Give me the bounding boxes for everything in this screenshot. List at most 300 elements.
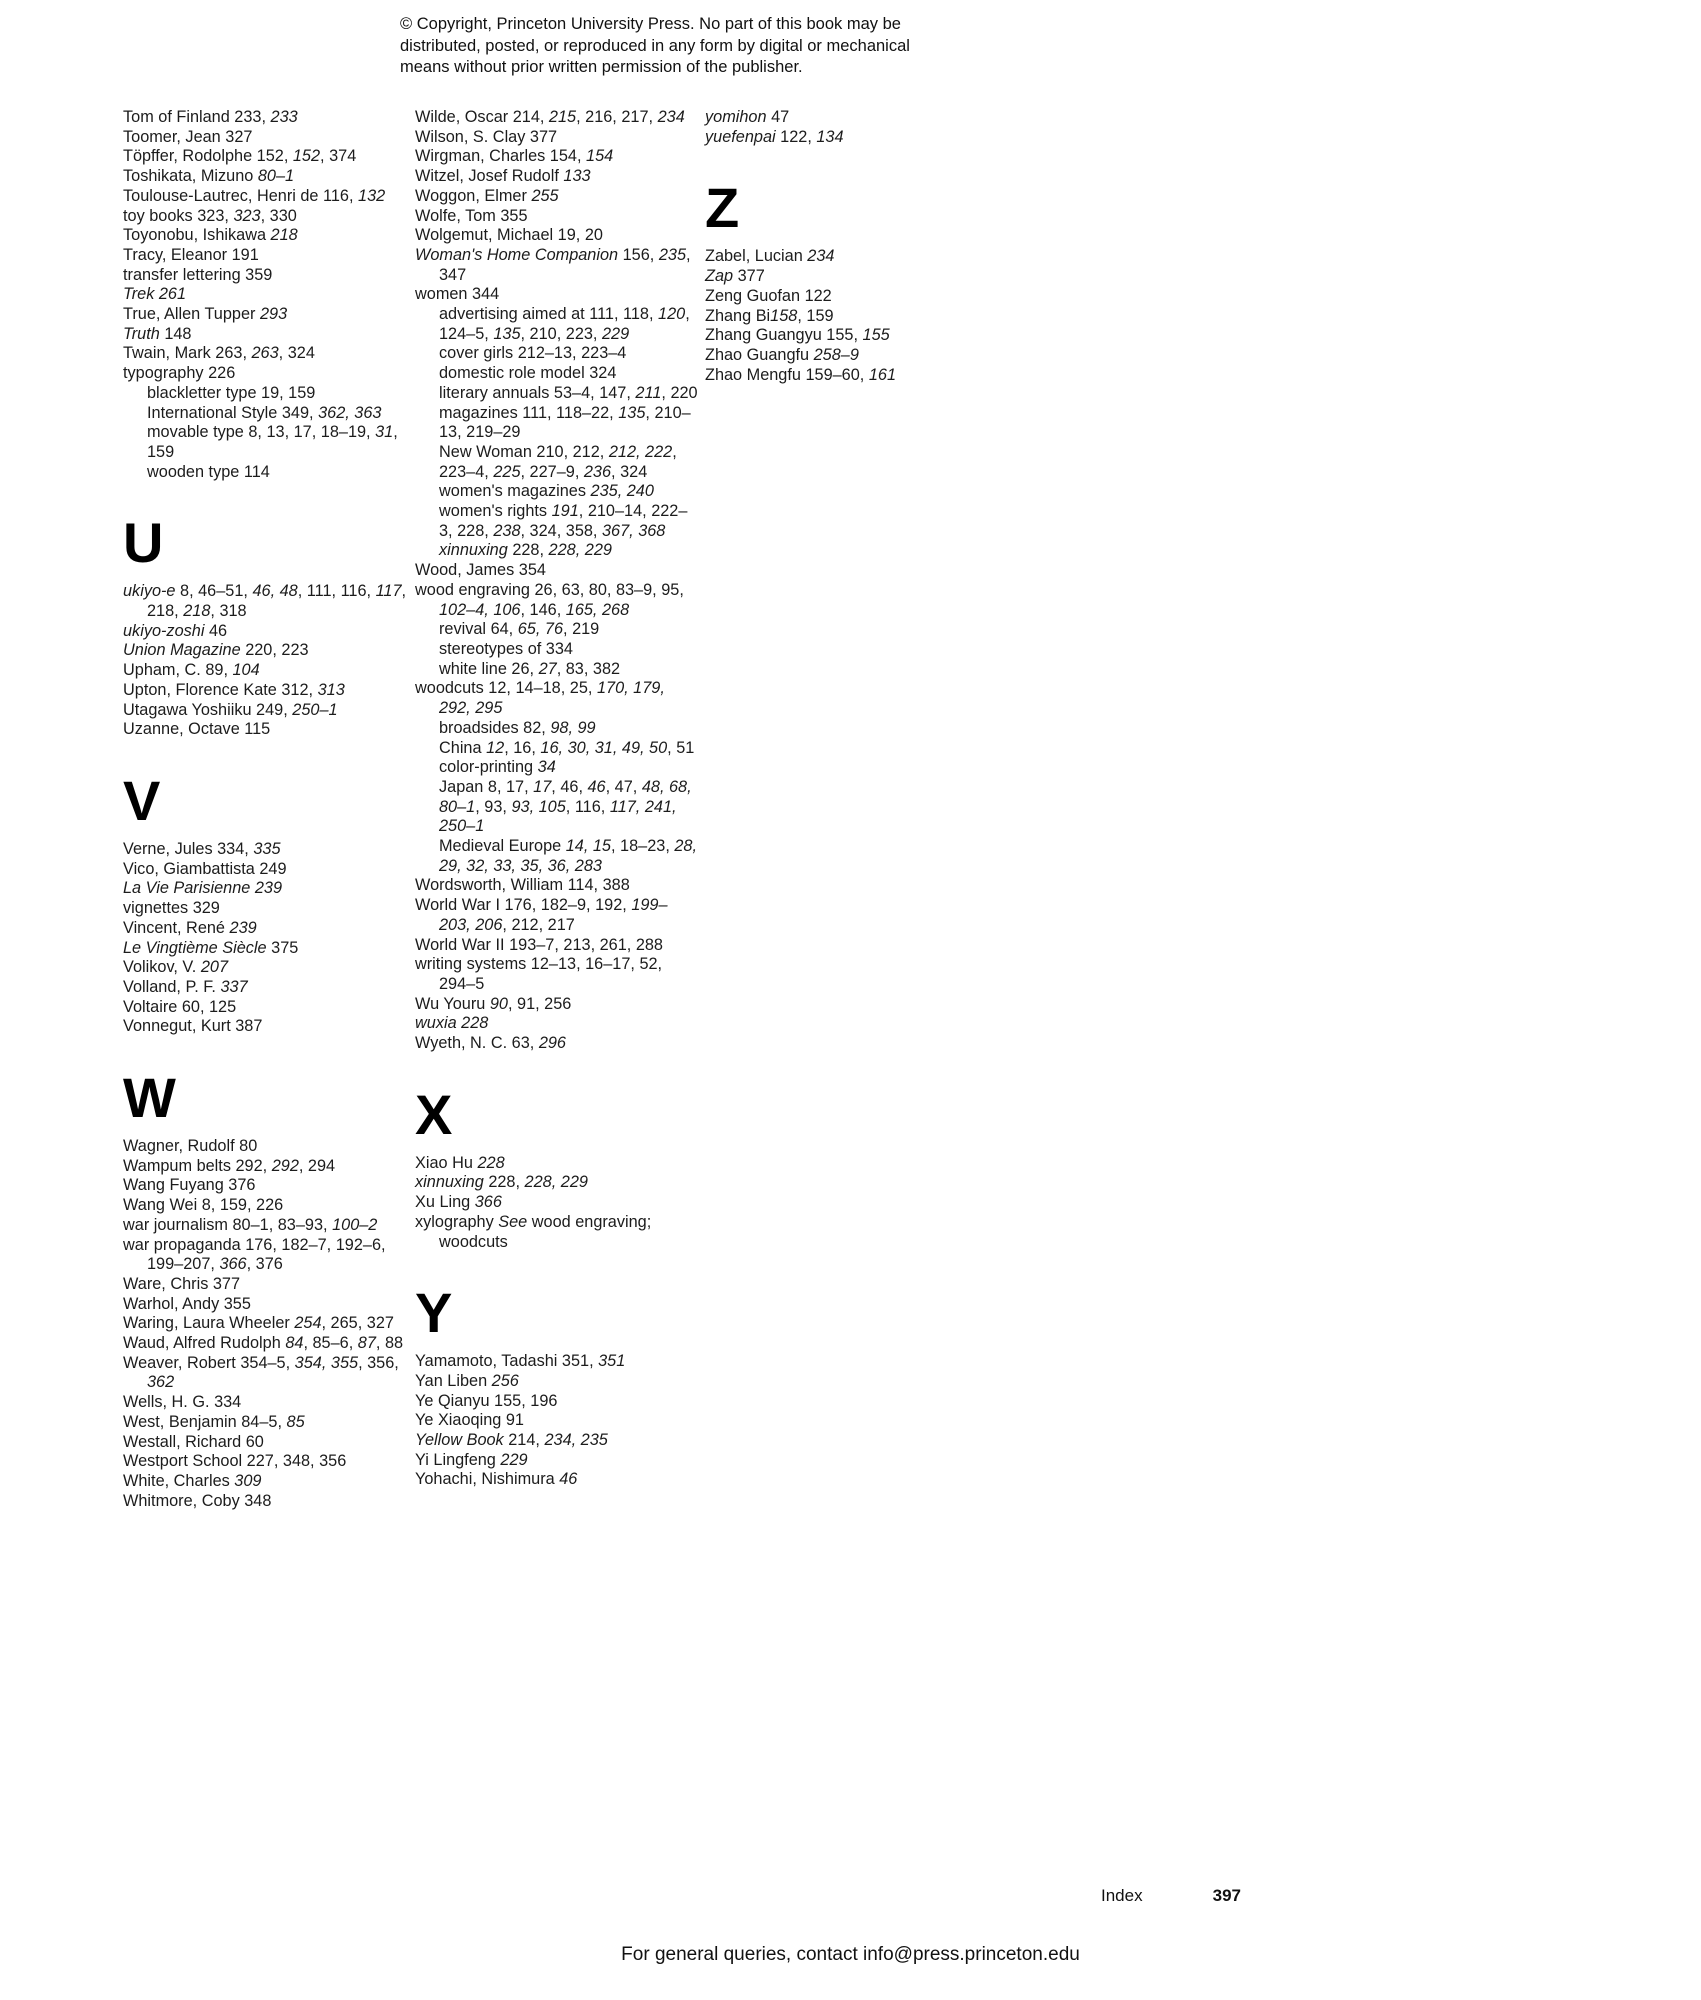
index-entry [415,1352,699,1372]
index-subentry [439,364,699,384]
entry-text: , 294 [298,1156,336,1175]
entry-text: , 85–6, [303,1334,358,1353]
entry-text: Volland, P. F. [123,977,221,996]
entry-text: Twain, Mark 263, [123,344,252,363]
entry-text: , 324 [278,344,315,363]
page-ref-italic: 218 [183,602,211,621]
entry-text: Wood, James 354 [415,561,546,580]
entry-text: , 212, 217 [502,915,575,934]
page-ref-italic: 132 [358,186,386,205]
page-ref-italic: 234, 235 [544,1431,608,1450]
page-ref-italic: 161 [868,365,897,384]
page-ref-italic: 228, 229 [524,1173,588,1192]
section-heading-v: V [123,768,161,832]
entry-text: Zhang Bi [705,306,771,325]
index-subentry [439,482,699,502]
copyright-notice: © Copyright, Princeton University Press. No part of this book may be distributed, posted, or reproduced in any form by digital or mechanical means without prior written permission of the publisher. [400,15,910,76]
entry-text: transfer lettering 359 [123,265,273,284]
page-ref-italic: 234 [657,108,685,126]
index-entry [705,326,989,346]
index-subentry [147,404,407,424]
entry-text: China [439,738,487,757]
entry-text: , 330 [260,206,297,225]
entry-text: World War II 193–7, 213, 261, 288 [415,935,663,954]
entry-text: Whitmore, Coby 348 [123,1491,272,1510]
page-ref-italic: 191 [551,502,579,521]
index-entry [415,207,699,227]
index-subentry [439,502,699,541]
page-ref-italic: 367, 368 [601,521,666,540]
entry-text: True, Allen Tupper [123,305,260,324]
page-ref-italic: 293 [259,305,288,324]
page-ref-italic: 234 [807,247,835,266]
index-entry [123,1295,407,1315]
index-entry [123,661,407,681]
page-ref-italic: 207 [200,958,229,977]
index-entry [123,1472,407,1492]
index-entry [123,305,407,325]
index-entry [415,876,699,896]
index-entry [123,364,407,384]
page-ref-italic: 238 [493,521,521,540]
page-ref-italic: 46, 48 [252,582,298,601]
entry-text: , 146, [520,600,566,619]
index-column-2 [415,108,699,1490]
index-entry [123,860,407,880]
index-column-3 [705,108,989,385]
index-entry [123,1354,407,1393]
index-entry [123,1236,407,1275]
entry-text: domestic role model 324 [439,364,617,383]
index-entry [415,1213,699,1252]
index-entry [123,1176,407,1196]
index-entry [415,167,699,187]
index-subentry [439,305,699,344]
entry-text: Wu Youru [415,994,490,1013]
page-ref-italic: 337 [220,977,248,996]
index-entry [123,720,407,740]
entry-text: Tracy, Eleanor 191 [123,245,259,264]
entry-text: wood engraving 26, 63, 80, 83–9, 95, [415,580,684,599]
page-ref-italic: 93, 105 [511,797,566,816]
entry-text: Zeng Guofan 122 [705,286,832,305]
page-ref-italic: 229 [500,1450,528,1469]
page-ref-italic: 16, 30, 31, 49, 50 [540,738,668,757]
index-entry [123,1393,407,1413]
index-entry [123,285,407,305]
index-entry [415,561,699,581]
index-entry [123,958,407,978]
entry-text: West, Benjamin 84–5, [123,1412,287,1431]
entry-text: Wirgman, Charles 154, [415,147,587,166]
page-ref-italic: Trek 261 [123,285,187,304]
section-heading-w: W [123,1066,176,1130]
index-entry [123,1433,407,1453]
index-entry [123,1196,407,1216]
index-entry [123,899,407,919]
footer-page-info [1101,1886,1241,1906]
entry-text: Wang Wei 8, 159, 226 [123,1196,284,1215]
index-subentry [439,344,699,364]
entry-text: , 91, 256 [507,994,572,1013]
page-ref-italic: 323 [233,206,261,225]
entry-text: , 116, [565,797,610,816]
page-ref-italic: 28, 29, 32, 33, 35, 36, 283 [439,837,698,875]
page-ref-italic: 351 [598,1352,626,1371]
index-entry [123,325,407,345]
page-ref-italic: Yellow Book [415,1431,504,1450]
index-entry [123,919,407,939]
index-entry [705,366,989,386]
entry-text: Medieval Europe [439,837,566,856]
entry-text: Toshikata, Mizuno [123,167,258,186]
index-entry [123,998,407,1018]
index-entry [415,108,699,128]
entry-text: Zabel, Lucian [705,247,808,266]
entry-text: Ye Xiaoqing 91 [415,1411,524,1430]
entry-text: toy books 323, [123,206,234,225]
entry-text: , 210–13, 219–29 [439,403,691,442]
entry-text: Wilson, S. Clay 377 [415,127,558,146]
entry-text: Toulouse-Lautrec, Henri de 116, [123,186,359,205]
entry-text: New Woman 210, 212, [439,442,609,461]
entry-text: movable type 8, 13, 17, 18–19, [147,423,376,442]
entry-text: Utagawa Yoshiiku 249, [123,700,293,719]
index-entry [705,128,989,148]
index-entry [415,679,699,718]
page-ref-italic: 199–203, 206 [439,896,668,934]
entry-text: 47 [766,108,790,126]
index-entry [123,128,407,148]
entry-text: women's magazines [439,482,591,501]
entry-text: Toyonobu, Ishikawa [123,226,271,245]
index-entry [415,187,699,207]
index-entry [123,582,407,621]
entry-text: 375 [266,938,299,957]
page-ref-italic: 154 [586,147,614,166]
page-ref-italic: 211 [635,383,662,402]
index-entry [123,1275,407,1295]
entry-text: Vincent, René [123,918,230,937]
entry-text: 122, [775,127,817,146]
index-entry [123,246,407,266]
index-entry [415,896,699,935]
entry-text: , 356, [358,1353,399,1372]
index-entry [415,581,699,620]
entry-text: stereotypes of 334 [439,639,573,658]
entry-text: 46 [204,621,228,640]
section-heading-x: X [415,1082,453,1146]
entry-text: women's rights [439,502,552,521]
page-ref-italic: See [498,1212,528,1231]
page-ref-italic: 90 [489,994,508,1013]
page-ref-italic: 135 [493,324,521,343]
entry-text: 148 [159,324,192,343]
page-ref-italic: Woman's Home Companion [415,245,619,264]
entry-text: , 219 [563,620,600,639]
index-entry [415,955,699,994]
entry-text: International Style 349, [147,403,319,422]
index-entry [705,307,989,327]
index-entry [123,207,407,227]
index-entry [415,147,699,167]
entry-text: , 216, 217, [576,108,658,126]
index-entry [123,879,407,899]
index-entry [123,701,407,721]
page-ref-italic: 362, 363 [318,403,382,422]
index-entry [705,287,989,307]
page-ref-italic: 152 [292,147,321,166]
entry-text: women 344 [415,285,500,304]
entry-text: Xu Ling [415,1193,475,1212]
section-heading-u: U [123,511,164,575]
entry-text: Uzanne, Octave 115 [123,720,271,739]
entry-text: Wolgemut, Michael 19, 20 [415,226,603,245]
entry-text: , 124–5, [439,305,690,343]
entry-text: Warhol, Andy 355 [123,1294,251,1313]
index-subentry [439,837,699,876]
entry-text: war propaganda 176, 182–7, 192–6, 199–207, [123,1235,386,1274]
page-ref-italic: Zap [705,267,734,286]
index-entry [415,1451,699,1471]
page-ref-italic: 366 [219,1255,247,1274]
entry-text: Waring, Laura Wheeler [123,1314,295,1333]
entry-text: Zhao Guangfu [705,345,814,364]
page-ref-italic: 65, 76 [517,620,564,639]
index-subentry [439,758,699,778]
entry-text: Wordsworth, William 114, 388 [415,876,630,895]
entry-text: color-printing [439,758,538,777]
page-ref-italic: 366 [474,1193,502,1212]
page-ref-italic: 102–4, 106 [439,600,521,619]
entry-text: vignettes 329 [123,899,220,918]
page-ref-italic: 256 [491,1371,519,1390]
page-ref-italic: 235 [658,245,687,264]
entry-text: literary annuals 53–4, 147, [439,383,636,402]
entry-text: wooden type 114 [147,462,270,481]
index-subentry [439,739,699,759]
index-entry [415,1034,699,1054]
entry-text: , 376 [246,1255,283,1274]
index-subentry [147,463,407,483]
index-entry [415,1372,699,1392]
entry-text: , 347 [439,245,691,284]
index-subentry [147,423,407,462]
page-ref-italic: 225 [493,462,521,481]
entry-text: , 111, 116, [297,582,376,601]
page-ref-italic: 98, 99 [550,718,596,737]
entry-text: 8, 46–51, [175,582,253,601]
page-ref-italic: Le Vingtième Siècle [123,938,267,957]
index-entry [415,1193,699,1213]
page-ref-italic: yuefenpai [705,127,776,146]
index-entry [123,1334,407,1354]
entry-text: Verne, Jules 334, [123,839,254,858]
page-ref-italic: 12 [486,738,505,757]
index-subentry [147,384,407,404]
page-ref-italic: 236 [583,462,612,481]
index-entry [123,344,407,364]
index-entry [415,995,699,1015]
page-ref-italic: xinnuxing [415,1173,484,1192]
page-ref-italic: 255 [531,186,559,205]
index-entry [123,1216,407,1236]
entry-text: , 51 [667,738,695,757]
section-heading-z: Z [705,176,740,240]
entry-text: , 46, [551,777,588,796]
footer-contact: For general queries, contact info@press.princeton.edu [621,1944,1080,1965]
index-entry [123,1157,407,1177]
entry-text: 228, [507,541,549,560]
index-entry [415,1014,699,1034]
page-ref-italic: wuxia 228 [415,1014,489,1033]
page-ref-italic: 117, 241, 250–1 [439,797,677,836]
page-ref-italic: 46 [587,777,606,796]
page-ref-italic: yomihon [705,108,767,126]
page-ref-italic: 165, 268 [565,600,630,619]
page-ref-italic: 31 [375,423,394,442]
entry-text: , 47, [605,777,642,796]
page-ref-italic: 100–2 [332,1215,378,1234]
index-entry [123,939,407,959]
entry-text: Wagner, Rudolf 80 [123,1137,258,1156]
page-ref-italic: 239 [229,918,257,937]
entry-text: Töpffer, Rodolphe 152, [123,147,293,166]
index-entry [123,1314,407,1334]
entry-text: writing systems 12–13, 16–17, 52, 294–5 [415,955,663,993]
entry-text: , 210, 223, [520,324,602,343]
entry-text: Wells, H. G. 334 [123,1393,242,1412]
entry-text: Xiao Hu [415,1153,478,1172]
entry-text: World War I 176, 182–9, 192, [415,896,632,915]
index-entry [123,108,407,128]
entry-text: , 227–9, [520,462,584,481]
entry-text: Waud, Alfred Rudolph [123,1334,286,1353]
entry-text: blackletter type 19, 159 [147,383,316,402]
entry-text: Westport School 227, 348, 356 [123,1452,347,1471]
entry-text: woodcuts 12, 14–18, 25, [415,679,597,698]
entry-text: Weaver, Robert 354–5, [123,1353,295,1372]
page-ref-italic: La Vie Parisienne 239 [123,879,283,898]
page-ref-italic: Union Magazine [123,641,241,660]
entry-text: White, Charles [123,1471,235,1490]
page-ref-italic: 229 [601,324,630,343]
index-entry [123,1017,407,1037]
page-ref-italic: 158 [770,306,798,325]
page-ref-italic: 309 [234,1471,262,1490]
entry-text: Zhang Guangyu 155, [705,326,863,345]
index-entry [123,641,407,661]
page-ref-italic: 134 [816,127,844,146]
index-entry [123,226,407,246]
index-entry [415,936,699,956]
page-ref-italic: 170, 179, 292, 295 [439,679,665,718]
page-ref-italic: ukiyo-e [123,582,176,601]
page-ref-italic: 212, 222 [608,442,673,461]
index-entry [415,1154,699,1174]
entry-text: Westall, Richard 60 [123,1432,264,1451]
entry-text: , 210–14, 222–3, 228, [439,502,688,540]
index-subentry [439,384,699,404]
entry-text: Toomer, Jean 327 [123,127,253,146]
page-ref-italic: 135 [618,403,646,422]
page-ref-italic: 14, 15 [565,837,611,856]
page-ref-italic: 354, 355 [294,1353,359,1372]
entry-text: Witzel, Josef Rudolf [415,167,564,186]
index-entry [123,167,407,187]
entry-text: xylography [415,1212,499,1231]
index-entry [415,1392,699,1412]
index-subentry [439,640,699,660]
entry-text: Upton, Florence Kate 312, [123,680,318,699]
entry-text: magazines 111, 118–22, [439,403,619,422]
entry-text: , 93, [475,797,512,816]
index-entry [415,1173,699,1193]
page-ref-italic: 258–9 [813,345,859,364]
index-entry [123,1452,407,1472]
footer-index-label: Index [1101,1886,1143,1905]
index-entry [705,346,989,366]
entry-text: , 83, 382 [556,659,621,678]
entry-text: cover girls 212–13, 223–4 [439,344,627,363]
entry-text: Voltaire 60, 125 [123,997,237,1016]
entry-text: 377 [733,267,765,286]
page-ref-italic: 235, 240 [590,482,654,501]
page-ref-italic: 218 [270,226,298,245]
entry-text: , 88 [375,1334,404,1353]
index-entry [415,1411,699,1431]
page-ref-italic: 80–1 [257,167,295,186]
index-subentry [439,404,699,443]
index-entry [123,266,407,286]
entry-text: , 220 [661,383,698,402]
index-entry [123,1492,407,1512]
page-ref-italic: 233 [270,108,298,126]
page-ref-italic: 263 [251,344,279,363]
index-subentry [439,778,699,837]
entry-text: 156, [618,245,659,264]
page-ref-italic: 335 [253,839,281,858]
entry-text: Yi Lingfeng [415,1450,501,1469]
page-ref-italic: 228, 229 [548,541,612,560]
index-entry [123,840,407,860]
entry-text: , 218, [147,582,407,621]
page-ref-italic: 228 [477,1153,505,1172]
entry-text: advertising aimed at 111, 118, [439,305,659,324]
entry-text: Volikov, V. [123,958,201,977]
index-column-1 [123,108,407,1511]
entry-text: Ware, Chris 377 [123,1274,241,1293]
index-entry [415,128,699,148]
entry-text: , 318 [210,602,247,621]
page-ref-italic: 17 [533,777,552,796]
entry-text: Tom of Finland 233, [123,108,271,126]
page-ref-italic: 296 [538,1034,566,1053]
entry-text: broadsides 82, [439,718,551,737]
entry-text: Vonnegut, Kurt 387 [123,1017,263,1036]
entry-text: , 16, [504,738,541,757]
index-entry [123,622,407,642]
page-ref-italic: Truth [123,324,160,343]
index-subentry [439,443,699,482]
page-ref-italic: 117 [375,582,402,601]
index-subentry [439,541,699,561]
index-entry [705,247,989,267]
page-ref-italic: 48, 68, 80–1 [439,777,692,816]
page-ref-italic: 87 [357,1334,376,1353]
page-ref-italic: 84 [285,1334,304,1353]
entry-text: 228, [483,1173,525,1192]
